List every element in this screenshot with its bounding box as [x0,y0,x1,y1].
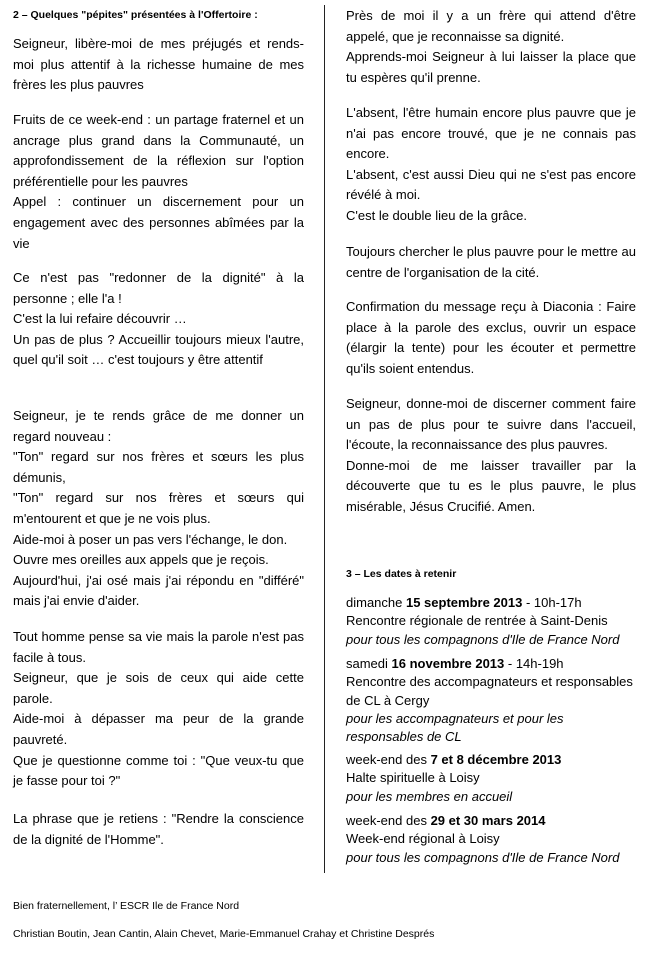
date-value: 29 et 30 mars 2014 [430,813,546,828]
closing-greeting: Bien fraternellement, l’ ESCR Ile de France Nord [13,900,240,912]
paragraph-line: Près de moi il y a un frère qui attend d'être appelé, que je reconnaisse sa dignité. [346,8,636,44]
paragraph-line: Donne-moi de me laisser travailler par la découverte que tu es le plus pauvre, le plus misérable, Jésus Crucifié. Amen. [346,457,636,514]
date-time: - 14h-19h [504,656,564,671]
paragraph [346,394,636,518]
paragraph [346,6,636,88]
event-description: Rencontre des accompagnateurs et responsables de CL à Cergy [346,674,633,708]
date-item [346,751,636,806]
paragraph-line: "Ton" regard sur nos frères et sœurs qui m'entourent et que je ne vois plus. [13,490,304,526]
paragraph-line: Ouvre mes oreilles aux appels que je reçois. [13,552,269,568]
column-divider [324,5,325,873]
paragraph-line: Seigneur, libère-moi de mes préjugés et rends-moi plus attentif à la richesse humaine de mes frères les plus pauvres [13,36,304,93]
paragraph-line: Tout homme pense sa vie mais la parole n'est pas facile à tous. [13,629,304,665]
date-value: 15 septembre 2013 [405,595,523,610]
paragraph-line: C'est la lui refaire découvrir … [13,311,187,327]
event-audience: pour tous les compagnons d'Ile de France Nord [346,631,620,647]
paragraph-line: Seigneur, que je sois de ceux qui aide cette parole. [13,670,304,706]
date-time: - 10h-17h [522,595,582,610]
paragraph-line: Toujours chercher le plus pauvre pour le mettre au centre de l'organisation de la cité. [346,244,636,280]
paragraph-line: Appel : continuer un discernement pour un engagement avec des personnes abîmées par la vie [13,194,304,251]
paragraph-line: Fruits de ce week-end : un partage fraternel et un ancrage plus grand dans la Communauté, un approfondissement de la réflexion sur l'option préférentielle pour les pauvres [13,112,304,189]
event-audience: pour tous les compagnons d'Ile de France Nord [346,849,620,865]
offertoire-heading: 2 – Quelques "pépites" présentées à l'Offertoire : [13,9,258,21]
date-value: 7 et 8 décembre 2013 [430,752,562,767]
paragraph-line: Confirmation du message reçu à Diaconia : Faire place à la parole des exclus, ouvrir un espace (élargir la tente) pour les écouter et permettre qu'ils soient entendus. [346,299,636,376]
paragraph [346,103,636,227]
paragraph-line: Un pas de plus ? Accueillir toujours mieux l'autre, quel qu'il soit … c'est toujours y être attentif [13,331,304,368]
paragraph [13,406,304,612]
date-line [346,655,636,673]
date-prefix: dimanche [346,595,406,610]
paragraph-line: Seigneur, je te rends grâce de me donner un regard nouveau : [13,408,304,444]
date-prefix: samedi [346,656,392,671]
paragraph [346,297,636,379]
date-item [346,655,636,746]
event-description: Rencontre régionale de rentrée à Saint-Denis [346,613,608,629]
paragraph [13,34,304,96]
date-line [346,594,636,612]
paragraph-line: C'est le double lieu de la grâce. [346,207,527,223]
date-line [346,812,636,830]
paragraph-line: Que je questionne comme toi : "Que veux-tu que je fasse pour toi ?" [13,752,304,789]
event-description: Halte spirituelle à Loisy [346,770,480,786]
paragraph-line: Ce n'est pas "redonner de la dignité" à la personne ; elle l'a ! [13,270,304,306]
date-line [346,751,636,769]
event-description: Week-end régional à Loisy [346,831,500,847]
signatories: Christian Boutin, Jean Cantin, Alain Chevet, Marie-Emmanuel Crahay et Christine Després [13,928,435,940]
paragraph-line: Aujourd'hui, j'ai osé mais j'ai répondu en "différé" mais j'ai envie d'aider. [13,572,304,609]
paragraph [13,627,304,792]
paragraph-line: La phrase que je retiens : "Rendre la conscience de la dignité de l'Homme". [13,811,304,847]
date-prefix: week-end des [346,813,431,828]
paragraph-line: Aide-moi à dépasser ma peur de la grande pauvreté. [13,711,304,747]
paragraph-line: Aide-moi à poser un pas vers l'échange, le don. [13,531,288,547]
paragraph-line: L'absent, c'est aussi Dieu qui ne s'est pas encore révélé à moi. [346,166,636,203]
paragraph-line: Apprends-moi Seigneur à lui laisser la place que tu espères qu'il prenne. [346,49,636,85]
event-audience: pour les accompagnateurs et pour les responsables de CL [346,710,564,745]
date-value: 16 novembre 2013 [391,656,505,671]
paragraph-line: "Ton" regard sur nos frères et sœurs les plus démunis, [13,449,304,485]
date-item [346,594,636,649]
paragraph [346,242,636,283]
dates-heading: 3 – Les dates à retenir [346,568,457,580]
date-item [346,812,636,867]
paragraph [13,809,304,850]
date-prefix: week-end des [346,752,431,767]
event-audience: pour les membres en accueil [346,788,513,804]
paragraph [13,110,304,254]
paragraph [13,268,304,371]
paragraph-line: L'absent, l'être humain encore plus pauvre que je n'ai pas encore trouvé, que je ne connais pas encore. [346,105,636,162]
paragraph-line: Seigneur, donne-moi de discerner comment faire un pas de plus pour te suivre dans l'accueil, l'écoute, la reconnaissance des plus pauvres. [346,396,636,453]
